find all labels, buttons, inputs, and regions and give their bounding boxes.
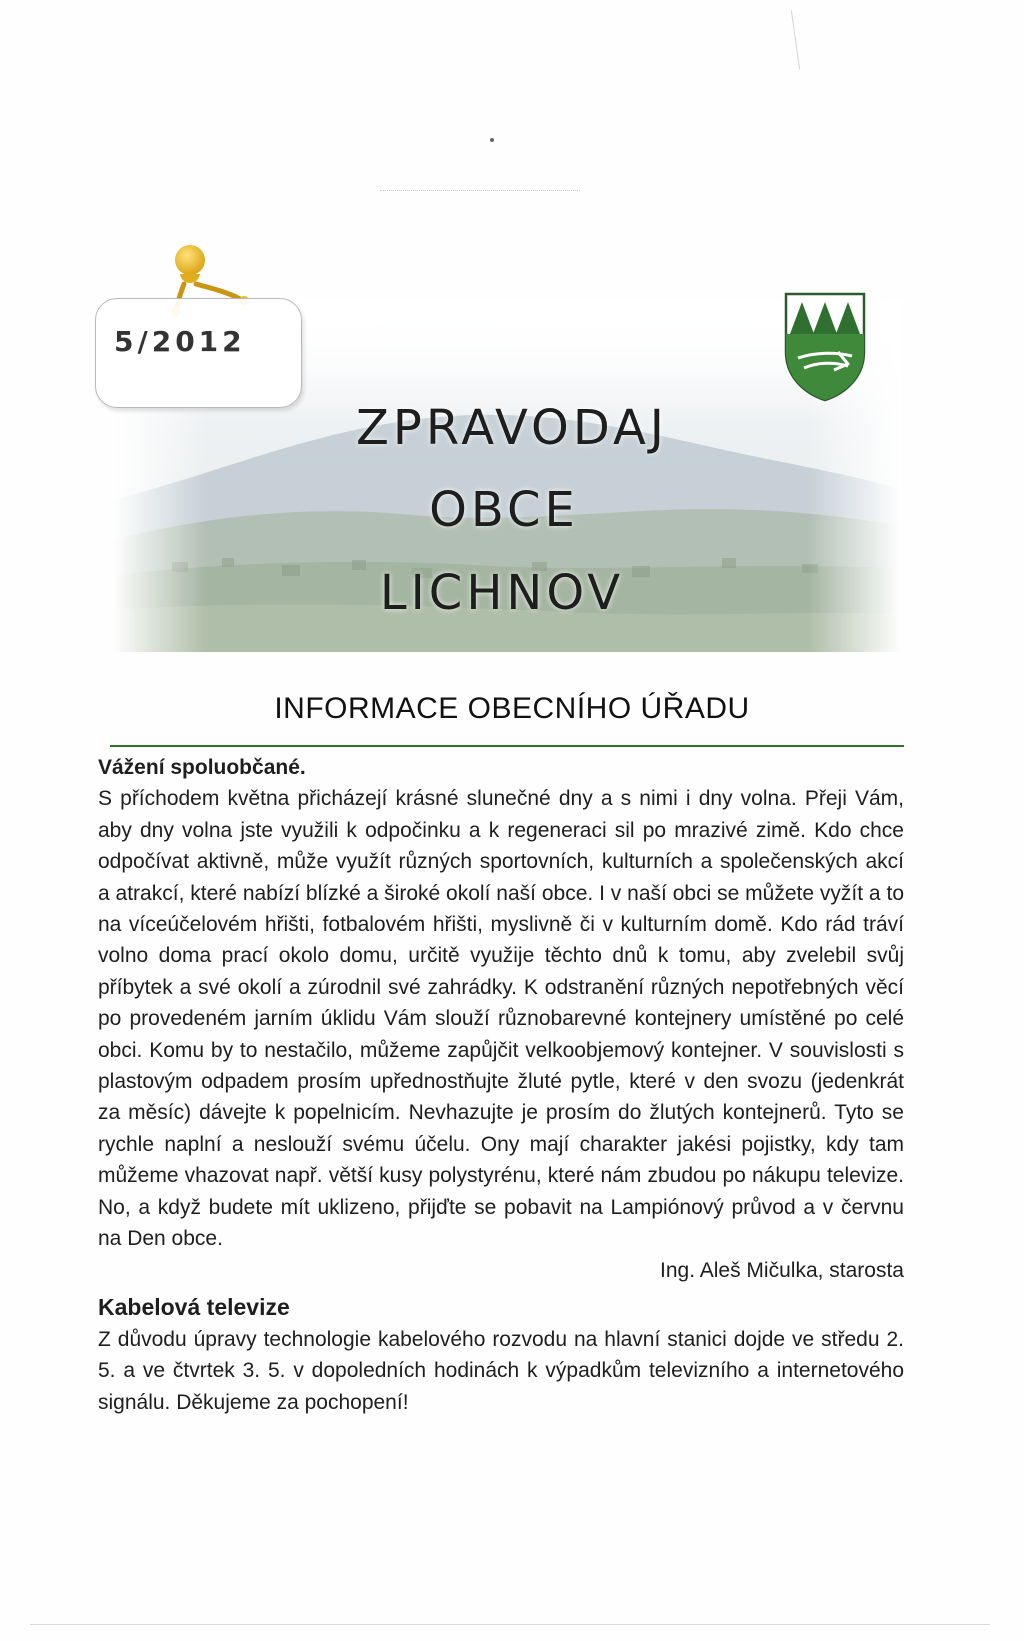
issue-number: 5/2012	[114, 325, 246, 358]
newsletter-title-line-3: LICHNOV	[379, 565, 625, 621]
issue-number-badge	[95, 298, 302, 408]
article-body: S příchodem května přicházejí krásné slunečné dny a s nimi i dny volna. Přeji Vám, aby dny volna jste využili k odpočinku a k regeneraci sil po mrazivé zimě. Kdo chce odpočívat aktivně, může využít různých sportovních, kulturních a společenských akcí a atrakcí, které nabízí blízké a široké okolí naší obce. I v naší obci se můžete vyžít a to na víceúčelovém hřišti, fotbalovém hřišti, myslivně či v kulturním domě. Kdo rád tráví volno doma prací okolo domu, určitě využije těchto dnů k tomu, aby zvelebil svůj příbytek a své okolí a zúrodnil své zahrádky. K odstranění různých nepotřebných věcí po provedeném jarním úklidu Vám slouží různobarevné kontejnery umístěné po celé obci. Komu by to nestačilo, můžeme zapůjčit velkoobjemový kontejner. V souvislosti s plastovým odpadem prosím upřednostňujte žluté pytle, které v den svozu (jedenkrát za měsíc) dávejte k popelnicím. Nevhazujte je prosím do žlutých kontejnerů. Tyto se rychle naplní a neslouží svému účelu. Ony mají charakter jakési pojistky, kdy tam můžeme vhazovat např. větší kusy polystyrénu, které nám zbudou po nákupu televize. No, a když budete mít uklizeno, přijďte se pobavit na Lampiónový průvod a v červnu na Den obce.	[98, 787, 904, 1251]
municipal-coat-of-arms-icon	[782, 290, 868, 402]
newsletter-title-line-1: ZPRAVODAJ	[356, 400, 668, 456]
scan-artifact-speck	[490, 138, 494, 142]
article-greeting: Vážení spoluobčané.	[98, 756, 306, 779]
section-divider	[110, 745, 904, 747]
scan-artifact-line	[791, 10, 800, 70]
notice-title: Kabelová televize	[98, 1293, 290, 1320]
notice-body: Z důvodu úpravy technologie kabelového rozvodu na hlavní stanici dojde ve středu 2. 5. a ve čtvrtek 3. 5. v dopoledních hodinách k výpadkům televizního a internetového signálu. Děkujeme za pochopení!	[98, 1327, 904, 1414]
newsletter-title-line-2: OBCE	[429, 482, 579, 538]
section-title: INFORMACE OBECNÍHO ÚŘADU	[274, 692, 750, 725]
scan-artifact-dots	[380, 190, 580, 195]
article-signature: Ing. Aleš Mičulka, starosta	[660, 1258, 904, 1282]
page-bottom-edge	[30, 1624, 990, 1625]
article-content	[98, 752, 904, 1418]
